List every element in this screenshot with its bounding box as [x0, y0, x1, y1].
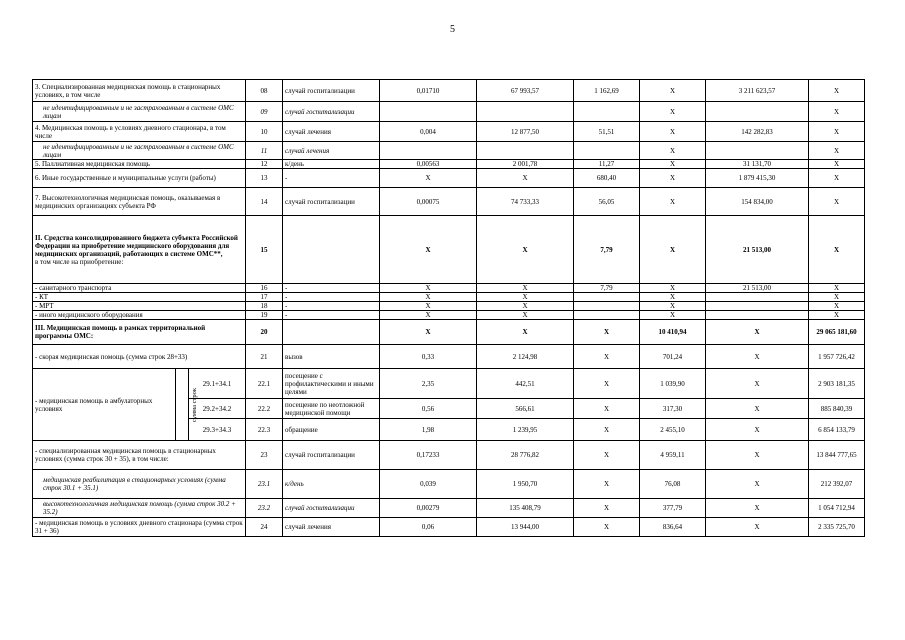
cell-cost: X: [477, 293, 574, 302]
cell-total-budget: [706, 311, 809, 320]
cell-cost: 1 239,95: [477, 419, 574, 441]
cell-total-budget: X: [706, 369, 809, 399]
row-name: [33, 284, 246, 293]
row-name: - специализированная медицинская помощь в стационарных условиях (сумма строк 30 + 35), в том числе:: [33, 441, 246, 470]
row-name: [33, 122, 246, 142]
cell-total-oms: X: [809, 160, 865, 169]
cell-per-capita-budget: 56,05: [574, 188, 640, 216]
row-number: 21: [246, 345, 283, 369]
cell-total-oms: 885 840,39: [809, 399, 865, 419]
table-row: [33, 441, 865, 470]
cell-norm: 0,00075: [380, 188, 477, 216]
cell-total-budget: 1 879 415,30: [706, 169, 809, 188]
table-row: [33, 293, 865, 302]
row-unit: -: [283, 293, 380, 302]
cell-cost: 13 944,00: [477, 518, 574, 537]
cell-per-capita-budget: X: [574, 320, 640, 345]
row-unit: [283, 320, 380, 345]
cell-norm: 0,004: [380, 122, 477, 142]
row-unit: -: [283, 284, 380, 293]
cell-norm: X: [380, 216, 477, 284]
cell-total-budget: X: [706, 320, 809, 345]
row-name-text: II. Средства консолидированного бюджета субъекта Российской Федерации на приобретение медицинского оборудования для медицинских организаций, работающих в системе ОМС**,: [35, 233, 238, 258]
cell-per-capita-budget: X: [574, 399, 640, 419]
program-cost-table: [32, 79, 865, 537]
cell-total-budget: 3 211 623,57: [706, 80, 809, 102]
row-unit: посещение по неотложной медицинской помощи: [283, 399, 380, 419]
cell-total-oms: 6 854 133,79: [809, 419, 865, 441]
cell-per-capita-budget: 7,79: [574, 284, 640, 293]
row-name-text: 7. Высокотехнологичная медицинская помощь, оказываемая в медицинских организациях субъекта РФ: [35, 193, 221, 210]
ambulatory-sum-label: [176, 369, 199, 441]
cell-cost: 12 877,50: [477, 122, 574, 142]
row-number: 23.1: [246, 470, 283, 499]
row-name-text: 6. Иные государственные и муниципальные услуги (работы): [35, 174, 216, 182]
row-unit: [283, 216, 380, 284]
cell-norm: X: [380, 284, 477, 293]
cell-total-oms: 13 844 777,65: [809, 441, 865, 470]
cell-cost: 442,51: [477, 369, 574, 399]
row-name: медицинская реабилитация в стационарных условиях (сумма строк 30.1 + 35.1): [33, 470, 246, 499]
row-number: 12: [246, 160, 283, 169]
vertical-label-text: сумма строк: [191, 387, 199, 423]
cell-per-capita-budget: X: [574, 419, 640, 441]
cell-total-oms: X: [809, 188, 865, 216]
cell-total-budget: [706, 102, 809, 122]
row-number: 20: [246, 320, 283, 345]
row-number: 23.2: [246, 499, 283, 518]
row-unit: случай госпитализации: [283, 499, 380, 518]
row-unit: к/день: [283, 160, 380, 169]
row-sum-formula: 29.2+34.2: [189, 399, 246, 419]
cell-total-budget: 31 131,70: [706, 160, 809, 169]
cell-per-capita-budget: [574, 102, 640, 122]
cell-per-capita-oms: X: [640, 188, 706, 216]
cell-total-budget: X: [706, 345, 809, 369]
row-name: [33, 160, 246, 169]
cell-cost: 2 124,98: [477, 345, 574, 369]
table-row: [33, 470, 865, 499]
row-unit: к/день: [283, 470, 380, 499]
cell-per-capita-oms: 1 039,90: [640, 369, 706, 399]
cell-cost: [477, 142, 574, 160]
cell-total-oms: X: [809, 80, 865, 102]
table-row: [33, 80, 865, 102]
row-name-text: 5. Паллиативная медицинская помощь: [35, 160, 150, 168]
row-name-text: - иного медицинского оборудования: [35, 311, 143, 319]
row-number: 16: [246, 284, 283, 293]
row-unit: -: [283, 302, 380, 311]
cell-total-oms: 212 392,07: [809, 470, 865, 499]
cell-total-oms: 29 065 181,60: [809, 320, 865, 345]
row-name-text: 4. Медицинская помощь в условиях дневного стационара, в том числе: [35, 123, 226, 140]
row-unit: случай госпитализации: [283, 102, 380, 122]
cell-cost: 74 733,33: [477, 188, 574, 216]
cell-total-oms: X: [809, 311, 865, 320]
cell-total-oms: X: [809, 169, 865, 188]
row-name: [33, 142, 246, 160]
cell-cost: 1 950,70: [477, 470, 574, 499]
cell-cost: 135 408,79: [477, 499, 574, 518]
cell-total-oms: 1 957 726,42: [809, 345, 865, 369]
row-number: 17: [246, 293, 283, 302]
row-name: [33, 188, 246, 216]
row-name: высокотехнологичная медицинская помощь (сумма строк 30.2 + 35.2): [33, 499, 246, 518]
row-name: [33, 80, 246, 102]
row-unit: обращение: [283, 419, 380, 441]
row-name-text: не идентифицированным и не застрахованным в системе ОМС лицам: [43, 142, 234, 159]
cell-per-capita-budget: 680,40: [574, 169, 640, 188]
cell-cost: X: [477, 311, 574, 320]
cell-per-capita-oms: 701,24: [640, 345, 706, 369]
cell-per-capita-budget: [574, 311, 640, 320]
table-row: [33, 345, 865, 369]
table-row: [33, 122, 865, 142]
row-name-text: 3. Специализированная медицинская помощь в стационарных условиях, в том числе: [35, 82, 221, 99]
row-unit: случай госпитализации: [283, 188, 380, 216]
cell-cost: 2 001,78: [477, 160, 574, 169]
cell-norm: [380, 142, 477, 160]
cell-per-capita-oms: 2 455,10: [640, 419, 706, 441]
row-sum-formula: 29.1+34.1: [189, 369, 246, 399]
row-number: 22.3: [246, 419, 283, 441]
row-number: 13: [246, 169, 283, 188]
cell-total-budget: 154 834,00: [706, 188, 809, 216]
cell-per-capita-oms: X: [640, 122, 706, 142]
cell-total-budget: X: [706, 470, 809, 499]
cell-cost: 67 993,57: [477, 80, 574, 102]
cell-per-capita-budget: [574, 142, 640, 160]
table-row: [33, 284, 865, 293]
cell-norm: 0,33: [380, 345, 477, 369]
row-name: [33, 169, 246, 188]
cell-cost: 566,61: [477, 399, 574, 419]
table-row: [33, 102, 865, 122]
row-name: [33, 302, 246, 311]
cell-norm: 0,00563: [380, 160, 477, 169]
cell-total-oms: 2 335 725,70: [809, 518, 865, 537]
table-row: [33, 369, 865, 399]
table-row: [33, 160, 865, 169]
cell-norm: 0,039: [380, 470, 477, 499]
cell-per-capita-oms: X: [640, 302, 706, 311]
cell-per-capita-oms: X: [640, 293, 706, 302]
cell-norm: 0,56: [380, 399, 477, 419]
row-number: 18: [246, 302, 283, 311]
table-body: [33, 80, 865, 537]
cell-total-oms: X: [809, 293, 865, 302]
row-name: [33, 345, 246, 369]
table-row: [33, 216, 865, 284]
cell-per-capita-budget: 7,79: [574, 216, 640, 284]
cell-per-capita-budget: 1 162,69: [574, 80, 640, 102]
cell-total-oms: X: [809, 216, 865, 284]
cell-per-capita-oms: X: [640, 311, 706, 320]
row-name: [33, 320, 246, 345]
cell-per-capita-budget: [574, 293, 640, 302]
cell-per-capita-oms: 4 959,11: [640, 441, 706, 470]
row-unit: случай госпитализации: [283, 80, 380, 102]
cell-total-budget: X: [706, 499, 809, 518]
cell-per-capita-oms: 377,79: [640, 499, 706, 518]
cell-total-budget: X: [706, 399, 809, 419]
row-number: 09: [246, 102, 283, 122]
row-number: 10: [246, 122, 283, 142]
cell-per-capita-budget: X: [574, 518, 640, 537]
cell-per-capita-budget: X: [574, 441, 640, 470]
cell-per-capita-oms: 836,64: [640, 518, 706, 537]
cell-per-capita-budget: X: [574, 345, 640, 369]
cell-norm: 0,17233: [380, 441, 477, 470]
cell-total-budget: X: [706, 441, 809, 470]
cell-norm: X: [380, 320, 477, 345]
cell-per-capita-oms: X: [640, 284, 706, 293]
row-number: 22.1: [246, 369, 283, 399]
cell-per-capita-budget: 51,51: [574, 122, 640, 142]
table-row: [33, 302, 865, 311]
cell-total-budget: 21 513,00: [706, 216, 809, 284]
row-unit: посещение с профилактическими и иными целями: [283, 369, 380, 399]
cell-cost: X: [477, 302, 574, 311]
cell-per-capita-oms: X: [640, 102, 706, 122]
row-name-extra: в том числе на приобретение:: [35, 257, 124, 266]
cell-norm: 2,35: [380, 369, 477, 399]
cell-total-oms: 2 903 181,35: [809, 369, 865, 399]
cell-cost: [477, 102, 574, 122]
row-number: 23: [246, 441, 283, 470]
cell-norm: X: [380, 302, 477, 311]
row-name: [33, 311, 246, 320]
row-number: 08: [246, 80, 283, 102]
row-sum-formula: 29.3+34.3: [189, 419, 246, 441]
row-unit: случай лечения: [283, 122, 380, 142]
cell-total-oms: X: [809, 284, 865, 293]
cell-cost: 28 776,82: [477, 441, 574, 470]
cell-norm: [380, 102, 477, 122]
row-name-text: не идентифицированным и не застрахованным в системе ОМС лицам: [43, 103, 234, 120]
row-name-text: - скорая медицинская помощь (сумма строк 28+33): [35, 352, 188, 361]
table-row: [33, 188, 865, 216]
cell-total-budget: [706, 142, 809, 160]
cell-norm: X: [380, 311, 477, 320]
row-number: 14: [246, 188, 283, 216]
cell-per-capita-budget: X: [574, 499, 640, 518]
table-row: [33, 169, 865, 188]
row-name-text: - КТ: [35, 293, 49, 301]
cell-total-budget: X: [706, 518, 809, 537]
row-name-text: - МРТ: [35, 302, 54, 310]
table-row: [33, 518, 865, 537]
cell-cost: X: [477, 284, 574, 293]
row-unit: случай лечения: [283, 518, 380, 537]
cell-total-budget: 21 513,00: [706, 284, 809, 293]
cell-norm: 0,00279: [380, 499, 477, 518]
cell-per-capita-oms: X: [640, 216, 706, 284]
row-unit: случай лечения: [283, 142, 380, 160]
cell-norm: X: [380, 169, 477, 188]
row-name-text: III. Медицинская помощь в рамках территориальной программы ОМС:: [35, 324, 206, 340]
cell-total-budget: 142 282,83: [706, 122, 809, 142]
cell-per-capita-oms: X: [640, 142, 706, 160]
cell-per-capita-oms: X: [640, 169, 706, 188]
table-row: [33, 499, 865, 518]
cell-total-oms: X: [809, 122, 865, 142]
row-unit: вызов: [283, 345, 380, 369]
cell-per-capita-oms: 317,30: [640, 399, 706, 419]
cell-per-capita-oms: X: [640, 80, 706, 102]
cell-norm: 0,01710: [380, 80, 477, 102]
cell-per-capita-budget: 11,27: [574, 160, 640, 169]
table-row: [33, 142, 865, 160]
cell-norm: X: [380, 293, 477, 302]
cell-norm: 1,98: [380, 419, 477, 441]
row-number: 11: [246, 142, 283, 160]
cell-cost: X: [477, 169, 574, 188]
row-number: 24: [246, 518, 283, 537]
row-unit: -: [283, 169, 380, 188]
cell-total-oms: X: [809, 102, 865, 122]
cell-total-budget: [706, 302, 809, 311]
cell-per-capita-budget: X: [574, 369, 640, 399]
row-name: [33, 293, 246, 302]
row-unit: случай госпитализации: [283, 441, 380, 470]
cell-cost: X: [477, 216, 574, 284]
cell-total-budget: [706, 293, 809, 302]
row-number: 22.2: [246, 399, 283, 419]
cell-total-oms: X: [809, 302, 865, 311]
row-name: [33, 216, 246, 284]
cell-per-capita-oms: 76,08: [640, 470, 706, 499]
cell-cost: X: [477, 320, 574, 345]
cell-per-capita-oms: X: [640, 160, 706, 169]
ambulatory-name: - медицинская помощь в амбулаторных условиях: [33, 369, 176, 441]
page-number: 5: [450, 24, 455, 35]
row-number: 19: [246, 311, 283, 320]
row-name: [33, 102, 246, 122]
row-unit: -: [283, 311, 380, 320]
table-row: [33, 320, 865, 345]
cell-total-oms: 1 054 712,94: [809, 499, 865, 518]
row-number: 15: [246, 216, 283, 284]
row-name: - медицинская помощь в условиях дневного стационара (сумма строк 31 + 36): [33, 518, 246, 537]
cell-total-oms: X: [809, 142, 865, 160]
table-row: [33, 311, 865, 320]
cell-per-capita-oms: 10 410,94: [640, 320, 706, 345]
cell-norm: 0,06: [380, 518, 477, 537]
cell-total-budget: X: [706, 419, 809, 441]
cell-per-capita-budget: [574, 302, 640, 311]
row-name-text: - санитарного транспорта: [35, 284, 112, 292]
cell-per-capita-budget: X: [574, 470, 640, 499]
